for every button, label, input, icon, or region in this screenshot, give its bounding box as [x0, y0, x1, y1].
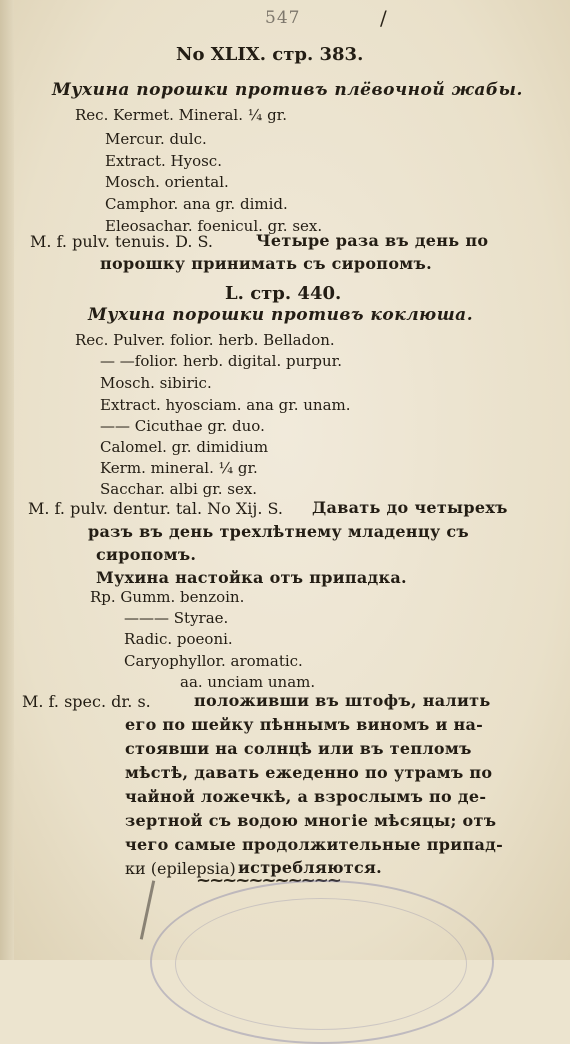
recipe-title-2: Мухина порошки противъ коклюша.: [88, 305, 474, 325]
instruction-text: чего самые продолжительные припад-: [125, 835, 504, 854]
instruction-text: истребляются.: [238, 858, 383, 877]
recipe-line: Radic. poeoni.: [124, 630, 233, 648]
recipe-title-1: Мухина порошки противъ плёвочной жабы.: [52, 80, 523, 100]
instruction-text: сиропомъ.: [96, 545, 197, 564]
recipe-line: Caryophyllor. aromatic.: [124, 652, 303, 670]
instruction-text: Четыре раза въ день по: [256, 231, 489, 250]
library-stamp-inner: [175, 898, 467, 1030]
instruction-prefix: M. f. spec. dr. s.: [22, 692, 151, 711]
handwritten-mark: /: [380, 6, 387, 30]
recipe-heading-l: L. стр. 440.: [225, 283, 342, 304]
instruction-text: Давать до четырехъ: [312, 498, 508, 517]
page-edge-shadow: [0, 0, 14, 960]
ink-scratch: [140, 880, 155, 939]
recipe-line: Mercur. dulc.: [105, 130, 207, 148]
instruction-text: зертной съ водою многіе мѣсяцы; отъ: [125, 811, 497, 830]
recipe-line: Calomel. gr. dimidium: [100, 438, 269, 456]
instruction-prefix: M. f. pulv. dentur. tal. No Xij. S.: [28, 499, 283, 518]
recipe-line: ——— Styrae.: [124, 609, 229, 627]
instruction-prefix: M. f. pulv. tenuis. D. S.: [30, 232, 213, 251]
recipe-heading-xlix: No XLIX. стр. 383.: [176, 44, 364, 65]
recipe-title-3: Мухина настойка отъ припадка.: [96, 568, 407, 587]
instruction-text: ки (epilepsia): [125, 859, 236, 878]
instruction-text: стоявши на солнцѣ или въ тепломъ: [125, 739, 472, 758]
recipe-line: Sacchar. albi gr. sex.: [100, 480, 258, 498]
recipe-line: — —folior. herb. digital. purpur.: [100, 352, 342, 370]
instruction-text: его по шейку пѣннымъ виномъ и на-: [125, 715, 484, 734]
recipe-line: Extract. Hyosc.: [105, 152, 222, 170]
recipe-line: Eleosachar. foenicul. gr. sex.: [105, 217, 323, 235]
recipe-line: aa. unciam unam.: [180, 673, 316, 691]
ornament-divider: ~~~~~~~~~~~: [196, 870, 340, 891]
recipe-line: Camphor. ana gr. dimid.: [105, 195, 288, 213]
instruction-text: мѣстѣ, давать ежеденно по утрамъ по: [125, 763, 493, 782]
recipe-line: Rec. Kermet. Mineral. ¼ gr.: [75, 106, 287, 124]
page-number: 547: [265, 8, 301, 28]
recipe-line: Rp. Gumm. benzoin.: [90, 588, 245, 606]
recipe-line: Rec. Pulver. folior. herb. Belladon.: [75, 331, 335, 349]
instruction-text: порошку принимать съ сиропомъ.: [100, 254, 432, 273]
recipe-line: Mosch. oriental.: [105, 173, 229, 191]
instruction-text: положивши въ штофъ, налить: [194, 691, 491, 710]
recipe-line: Mosch. sibiric.: [100, 374, 212, 392]
recipe-line: —— Cicuthae gr. duo.: [100, 417, 265, 435]
recipe-line: Kerm. mineral. ¼ gr.: [100, 459, 258, 477]
instruction-text: разъ въ день трехлѣтнему младенцу съ: [88, 522, 469, 541]
recipe-line: Extract. hyosciam. ana gr. unam.: [100, 396, 351, 414]
instruction-text: чайной ложечкѣ, а взрослымъ по де-: [125, 787, 487, 806]
